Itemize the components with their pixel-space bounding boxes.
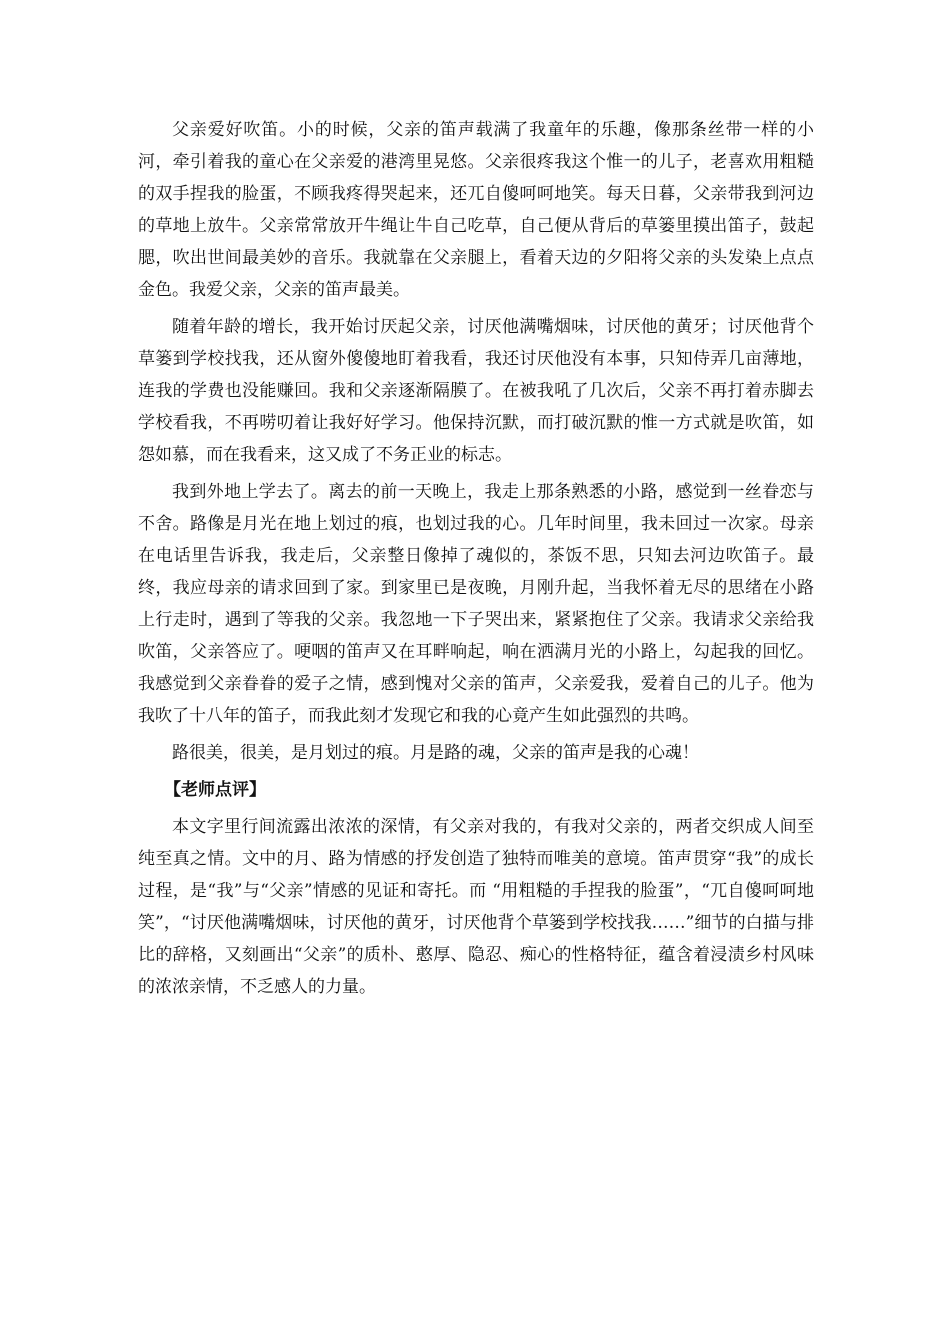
teacher-comment-body: 本文字里行间流露出浓浓的深情，有父亲对我的，有我对父亲的，两者交织成人间至纯至真之情。文中的月、路为情感的抒发创造了独特而唯美的意境。笛声贯穿“我”的成长过程，是“我”与“父亲”情感的见证和寄托。而 “用粗糙的手捏我的脸蛋”，“兀自傻呵呵地笑”，“讨厌他满嘴烟味，讨厌他的黄牙，讨厌他背个草篓到学校找我……”细节的白描与排比的辞格，又刻画出“父亲”的质朴、憨厚、隐忍、痴心的性格特征，蕴含着浸渍乡村风味的浓浓亲情，不乏感人的力量。 (138, 817, 814, 997)
document-page (138, 114, 814, 1003)
essay-paragraph-1: 父亲爱好吹笛。小的时候，父亲的笛声载满了我童年的乐趣，像那条丝带一样的小河，牵引着我的童心在父亲爱的港湾里晃悠。父亲很疼我这个惟一的儿子，老喜欢用粗糙的双手捏我的脸蛋，不顾我疼得哭起来，还兀自傻呵呵地笑。每天日暮，父亲带我到河边的草地上放牛。父亲常常放开牛绳让牛自己吃草，自己便从背后的草篓里摸出笛子，鼓起腮，吹出世间最美妙的音乐。我就靠在父亲腿上，看着天边的夕阳将父亲的头发染上点点金色。我爱父亲，父亲的笛声最美。 (138, 120, 814, 300)
teacher-comment-heading: 【老师点评】 (164, 780, 266, 800)
essay-paragraph-2: 随着年龄的增长，我开始讨厌起父亲，讨厌他满嘴烟味，讨厌他的黄牙；讨厌他背个草篓到学校找我，还从窗外傻傻地盯着我看，我还讨厌他没有本事，只知侍弄几亩薄地，连我的学费也没能赚回。我和父亲逐渐隔膜了。在被我吼了几次后，父亲不再打着赤脚去学校看我，不再唠叨着让我好好学习。他保持沉默，而打破沉默的惟一方式就是吹笛，如怨如慕，而在我看来，这又成了不务正业的标志。 (138, 317, 814, 465)
essay-paragraph-4: 路很美，很美，是月划过的痕。月是路的魂，父亲的笛声是我的心魂！ (172, 743, 699, 763)
essay-paragraph-3: 我到外地上学去了。离去的前一天晚上，我走上那条熟悉的小路，感觉到一丝眷恋与不舍。路像是月光在地上划过的痕，也划过我的心。几年时间里，我未回过一次家。母亲在电话里告诉我，我走后，父亲整日像掉了魂似的，茶饭不思，只知去河边吹笛子。最终，我应母亲的请求回到了家。到家里已是夜晚，月刚升起，当我怀着无尽的思绪在小路上行走时，遇到了等我的父亲。我忽地一下子哭出来，紧紧抱住了父亲。我请求父亲给我吹笛，父亲答应了。哽咽的笛声又在耳畔响起，响在洒满月光的小路上，勾起我的回忆。我感觉到父亲眷眷的爱子之情，感到愧对父亲的笛声，父亲爱我，爱着自己的儿子。他为我吹了十八年的笛子，而我此刻才发现它和我的心竟产生如此强烈的共鸣。 (138, 482, 814, 726)
